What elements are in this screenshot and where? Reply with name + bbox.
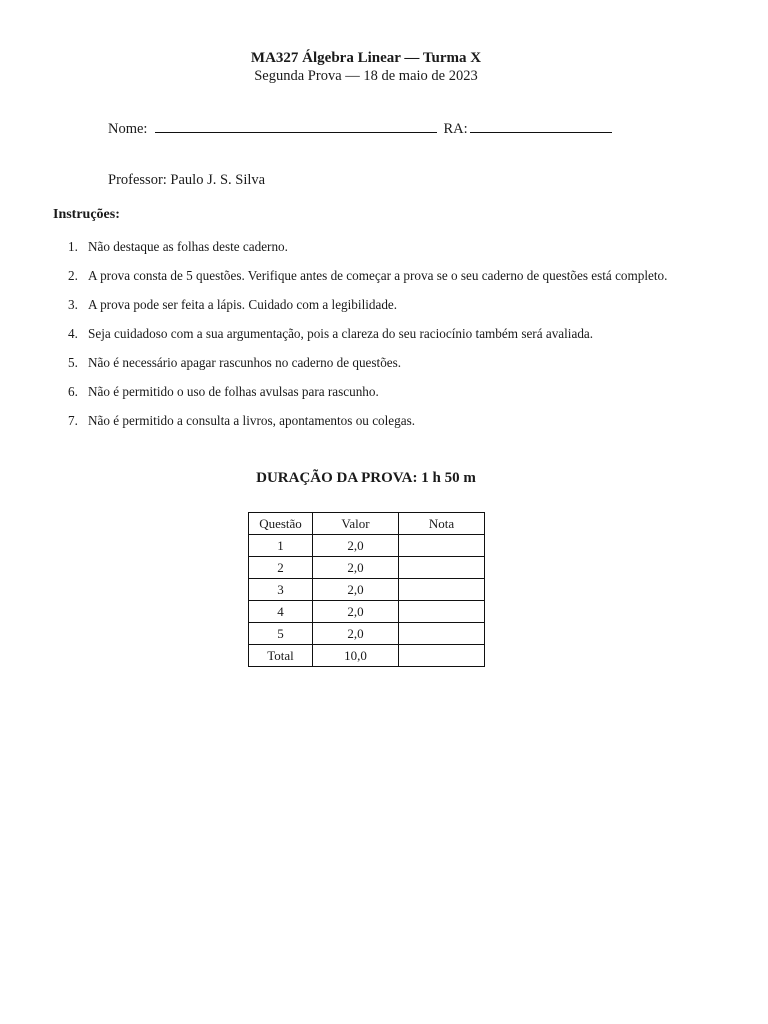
value-cell: 2,0: [313, 601, 399, 623]
question-cell: 4: [249, 601, 313, 623]
grade-cell[interactable]: [399, 579, 485, 601]
instruction-number: 6.: [68, 384, 78, 399]
instruction-item: [68, 324, 688, 343]
instruction-text: A prova consta de 5 questões. Verifique antes de começar a prova se o seu caderno de questões está completo.: [88, 268, 668, 283]
instructions-heading: Instruções:: [53, 207, 120, 222]
instruction-number: 2.: [68, 268, 78, 283]
exam-header: [0, 49, 732, 85]
instruction-item: [68, 411, 688, 430]
instruction-item: [68, 295, 688, 314]
table-row: [249, 535, 485, 557]
question-cell: 1: [249, 535, 313, 557]
exam-duration: DURAÇÃO DA PROVA: 1 h 50 m: [256, 470, 476, 486]
instruction-text: A prova pode ser feita a lápis. Cuidado com a legibilidade.: [88, 297, 398, 312]
professor-line: Professor: Paulo J. S. Silva: [108, 172, 266, 188]
grade-cell[interactable]: [399, 557, 485, 579]
exam-subtitle: Segunda Prova — 18 de maio de 2023: [254, 68, 478, 84]
grade-cell[interactable]: [399, 623, 485, 645]
instruction-text: Não é permitido a consulta a livros, apontamentos ou colegas.: [88, 413, 416, 428]
table-row: [249, 579, 485, 601]
question-cell: 5: [249, 623, 313, 645]
instruction-text: Seja cuidadoso com a sua argumentação, pois a clareza do seu raciocínio também será avaliada.: [88, 326, 594, 341]
student-info-line: [108, 118, 628, 138]
table-row: [249, 623, 485, 645]
grade-cell[interactable]: [399, 601, 485, 623]
instruction-text: Não é necessário apagar rascunhos no caderno de questões.: [88, 355, 402, 370]
grades-table: [248, 512, 485, 667]
value-cell: 2,0: [313, 535, 399, 557]
course-title: MA327 Álgebra Linear — Turma X: [250, 50, 482, 66]
table-row: [249, 601, 485, 623]
grades-header-row: [249, 513, 485, 535]
instruction-number: 4.: [68, 326, 78, 341]
value-cell: 2,0: [313, 623, 399, 645]
instruction-number: 1.: [68, 239, 78, 254]
grade-cell[interactable]: [399, 645, 485, 667]
ra-label: RA:: [443, 121, 468, 137]
header-question: Questão: [249, 513, 313, 535]
instruction-text: Não é permitido o uso de folhas avulsas para rascunho.: [88, 384, 379, 399]
instruction-number: 5.: [68, 355, 78, 370]
instruction-item: [68, 237, 688, 256]
question-cell: 2: [249, 557, 313, 579]
instruction-text: Não destaque as folhas deste caderno.: [88, 239, 288, 254]
value-cell: 2,0: [313, 557, 399, 579]
instruction-item: [68, 266, 688, 285]
table-row: [249, 557, 485, 579]
value-cell: 10,0: [313, 645, 399, 667]
question-cell: Total: [249, 645, 313, 667]
name-label: Nome:: [108, 121, 148, 137]
instructions-list: [68, 237, 688, 440]
question-cell: 3: [249, 579, 313, 601]
header-value: Valor: [313, 513, 399, 535]
name-field[interactable]: [155, 118, 437, 133]
ra-field[interactable]: [470, 118, 612, 133]
instruction-number: 7.: [68, 413, 78, 428]
value-cell: 2,0: [313, 579, 399, 601]
header-grade: Nota: [399, 513, 485, 535]
instruction-item: [68, 382, 688, 401]
grade-cell[interactable]: [399, 535, 485, 557]
instruction-number: 3.: [68, 297, 78, 312]
table-row: [249, 645, 485, 667]
instruction-item: [68, 353, 688, 372]
